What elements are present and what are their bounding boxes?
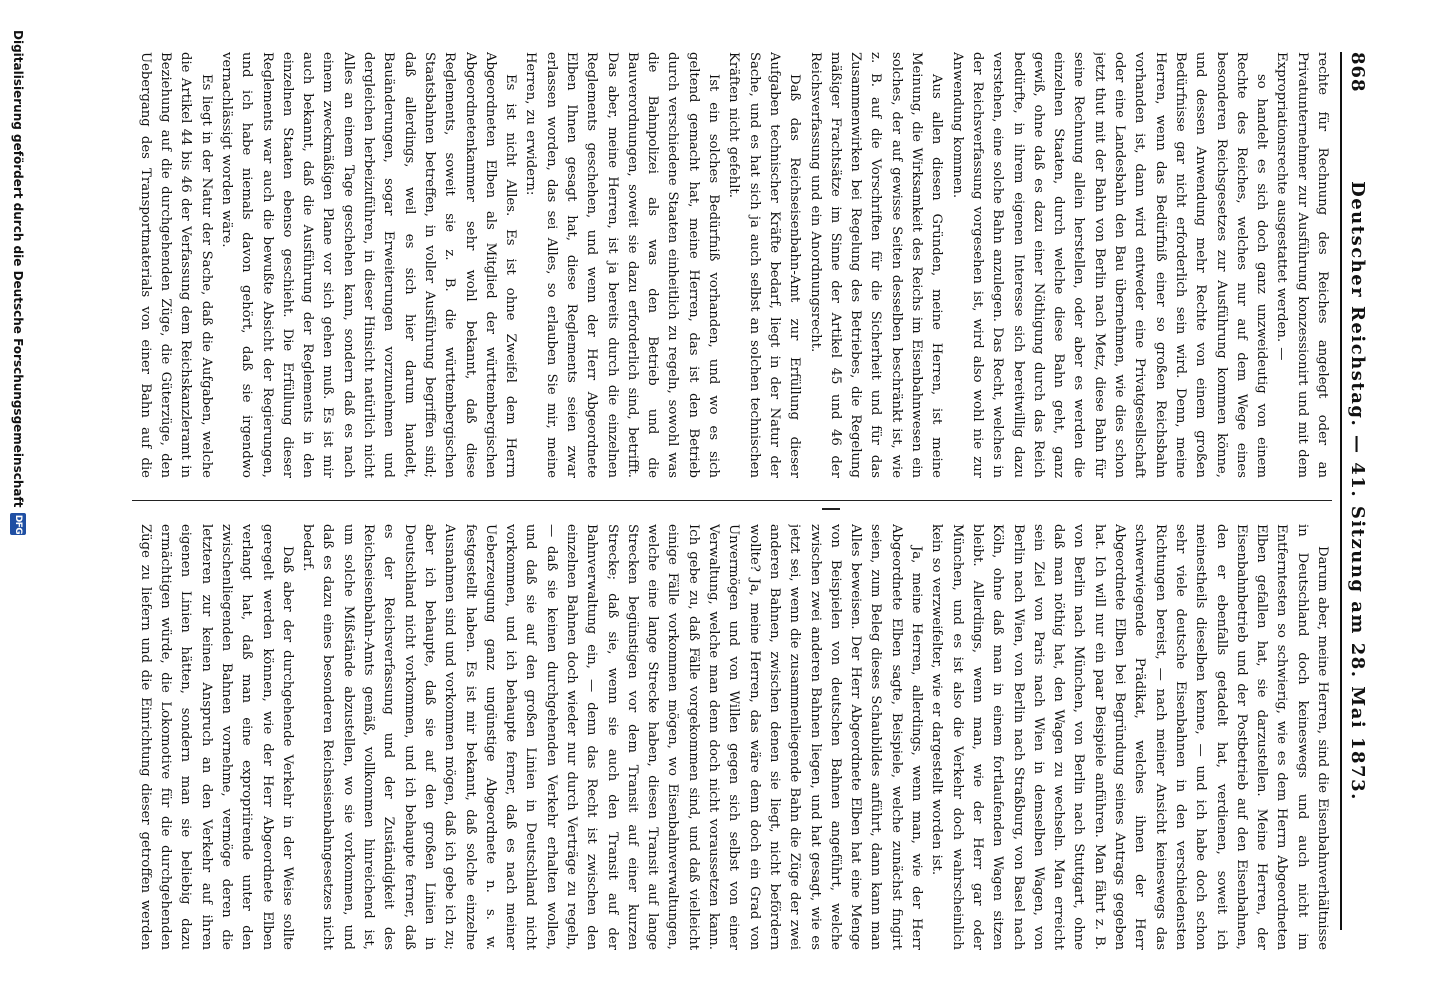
paragraph: rechte für Rechnung des Reiches angelegt oder an Privatunternehmer zur Ausführung konzessionirt und mit dem Expropriationsrechte ausgestattet werden. — (1274, 52, 1330, 478)
page-number: 868 (1347, 52, 1368, 93)
running-head: Deutscher Reichstag. — 41. Sitzung am 28. Mai 1873. (1347, 181, 1368, 801)
column-mark (822, 508, 840, 510)
digitization-credit (6, 0, 30, 1000)
right-column (132, 524, 1332, 950)
paragraph: Ist ein solches Bedürfniß vorhanden, und wo es sich geltend gemacht hat, meine Herren, das ist den Betrieb durch verschiedene Staaten einheitlich zu regeln, sowohl was die Bahnpolizei als was den Betrieb und die Bauverordnungen, soweit sie dazu erforderlich sind, betrifft. Das aber, meine Herren, ist ja bereits durch die einzelnen Reglements geschehen, und wenn der Herr Abgeordnete Elben Ihnen gesagt hat, diese Reglements seien zwar erlassen worden, das sei Alles, so erlauben Sie mir, meine Herren, zu erwidern: (523, 52, 722, 478)
left-column (132, 52, 1332, 478)
credit-text: Digitalisierung gefördert durch die Deutsche Forschungsgemeinschaft (11, 30, 25, 508)
paragraph: so handelt es sich doch ganz unzweideutig von einem Rechte des Reiches, welches nur auf dem Wege eines besonderen Reichsgesetzes zur Ausführung kommen könne, und dessen Anwendung mehr Rechte von einem großen Bedürfnisse gar nicht erforderlich sein wird. Denn, meine Herren, wenn das Bedürfniß einer so großen Reichsbahn vorhanden ist, dann wird entweder eine Privatgesellschaft oder eine Landesbahn den Bau übernehmen, wie dies schon jetzt thut mit der Bahn von Berlin nach Metz, diese Bahn für seine Rechnung allein herstellen, oder aber es werden die einzelnen Staaten, durch welche diese Bahn geht, ganz gewiß, ohne daß es dazu einer Nöthigung durch das Reich bedürfte, in ihrem eigenen Interesse sich bereitwillig dazu verstehen, eine solche Bahn anzulegen. Das Recht, welches in der Reichsverfassung vorgesehen ist, wird also wohl nie zur Anwendung kommen. (949, 52, 1270, 478)
column-divider (132, 500, 1332, 501)
paragraph: Aus allen diesen Gründen, meine Herren, ist meine Meinung, die Wirksamkeit des Reichs im Eisenbahnwesen ein solches, der auf gewisse Seiten desselben beschränkt ist, wie z. B. auf die Vorschriften für die Sicherheit und für das Zusammenwirken bei Regelung des Betriebes, die Regelung mäßiger Frachtsätze im Sinne der Artikel 45 und 46 der Reichsverfassung und ein Anordnungsrecht. (807, 52, 945, 478)
paragraph: Daß das Reichseisenbahn-Amt zur Erfüllung dieser Aufgaben technischer Kräfte bedarf, liegt in der Natur der Sache, und es hat sich ja auch selbst an solchen technischen Kräften nicht gefehlt. (726, 52, 803, 478)
paragraph: Daß aber der durchgehende Verkehr in der Weise sollte geregelt werden können, wie der Herr Abgeordnete Elben verlangt hat, daß man eine expropriirende unter den zwischenliegenden Bahnen vornehme, vermöge deren die letzteren zur keinen Anspruch an den Verkehr auf ihren eigenen Linien hätten, sondern man sie beliebig dazu ermächtigen würde, die Lokomotive für die durchgehenden Züge zu liefern und die Einrichtung dieser getroffen werden (137, 524, 295, 950)
paragraph: Darum aber, meine Herren, sind die Eisenbahnverhältnisse in Deutschland doch keineswegs und auch nicht im Entferntesten so schwierig, wie es dem Herrn Abgeordneten Elben gefallen hat, sie darzustellen. Meine Herren, der Eisenbahnbetrieb und der Postbetrieb auf den Eisenbahnen, den er ebenfalls getadelt hat, verdienen, soweit ich meinestheils dieselben kenne, — und ich habe doch schon sehr viele deutsche Eisenbahnen in den verschiedensten Richtungen bereist, — nach meiner Ansicht keineswegs das schwerwiegende Prädikat, welches ihnen der Herr Abgeordnete Elben bei Begründung seines Antrags gegeben hat. Ich will nur ein paar Beispiele anführen. Man fährt z. B. von Berlin nach München, von Berlin nach Stuttgart, ohne daß man nöthig hat, den Wagen zu wechseln. Man erreicht sein Ziel von Paris nach Wien in demselben Wagen, von Berlin nach Wien, von Berlin nach Straßburg, von Basel nach Köln, ohne daß man in einem fortlaufenden Wagen sitzen bleibt. Allerdings, wenn man, wie der Herr gar oder München, und es ist also die Verkehr doch wahrscheinlich kein so verzweifelter, wie er dargestellt worden ist. (929, 524, 1330, 950)
paragraph: Es ist nicht Alles. Es ist ohne Zweifel dem Herrn Abgeordneten Elben als Mitglied der württembergischen Abgeordnetenkammer sehr wohl bekannt, daß diese Reglements, soweit sie z. B. die württembergischen Staatsbahnen betreffen, in voller Ausführung begriffen sind; daß allerdings, weil es sich hier darum handelt, Bauänderungen, sogar Erweiterungen vorzunehmen und dergleichen herbeizuführen, in dieser Hinsicht natürlich nicht Alles an einem Tage geschehen kann, sondern daß es nach einem zweckmäßigen Plane vor sich gehen muß. Es ist mir auch bekannt, daß die Ausführung der Reglements in den einzelnen Staaten ebenso geschieht. Die Erfüllung dieser Reglements war auch die bewußte Absicht der Regierungen, und ich habe niemals davon gehört, daß sie irgendwo vernachlässigt worden wäre. (218, 52, 519, 478)
paragraph: Ja, meine Herren, allerdings, wenn man, wie der Herr Abgeordnete Elben sagte, Beispiele, welche zunächst fingirt seien, zum Beleg dieses Schaubildes anführt, dann kann man Alles beweisen. Der Herr Abgeordnete Elben hat eine Menge von Beispielen von deutschen Bahnen angeführt, welche zwischen zwei anderen Bahnen liegen, und hat gesagt, wie es jetzt sei, wenn die zusammenliegende Bahn die Züge der zwei anderen Bahnen, zwischen denen sie liegt, nicht befördern wollte? Ja, meine Herren, das wäre denn doch ein Grad von Unvermögen und von Willen gegen sich selbst von einer Verwaltung, welche man denn doch nicht voraussetzen kann. Ich gebe zu, daß Fälle vorgekommen sind, und daß vielleicht einige Fälle vorkommen mögen, wo Eisenbahnverwaltungen, welche eine lange Strecke haben, diesen Transit auf lange Strecken begünstigen vor dem Transit auf einer kurzen Strecke; daß sie, wenn sie auch den Transit auf der Bahnverwaltung ein, — denn das Recht ist zwischen den einzelnen Bahnen doch wieder nur durch Verträge zu regeln, — daß sie keinen durchgehenden Verkehr erhalten wollen, und daß sie auf den großen Linien in Deutschland nicht vorkommen, und ich behaupte ferner, daß es nach meiner Ueberzeugung ganz ungünstige Abgeordnete n. s. w. festgestellt haben. Es ist mir bekannt, daß solche einzelne Ausnahmen sind und vorkommen mögen, daß ich gebe ich zu; aber ich behaupte, daß sie auf den großen Linien in Deutschland nicht vorkommen, und ich behaupte ferner, daß es der Reichsverfassung und der Zuständigkeit des Reichseisenbahn-Amts gemäß, vollkommen hinreichend ist, um solche Mißstände abzustellen, wo sie vorkommen, und daß es dazu eines besonderen Reichseisenbahngesetzes nicht bedarf. (300, 524, 925, 950)
dfg-logo-icon: DFG (10, 513, 26, 535)
paragraph: Es liegt in der Natur der Sache, daß die Aufgaben, welche die Artikel 44 bis 46 der Verfassung dem Reichskanzleramt in Beziehung auf die durchgehenden Züge, die Güterzüge, den Uebergang des Transportmaterials von einer Bahn auf die (137, 52, 214, 478)
page-header (1340, 52, 1370, 930)
